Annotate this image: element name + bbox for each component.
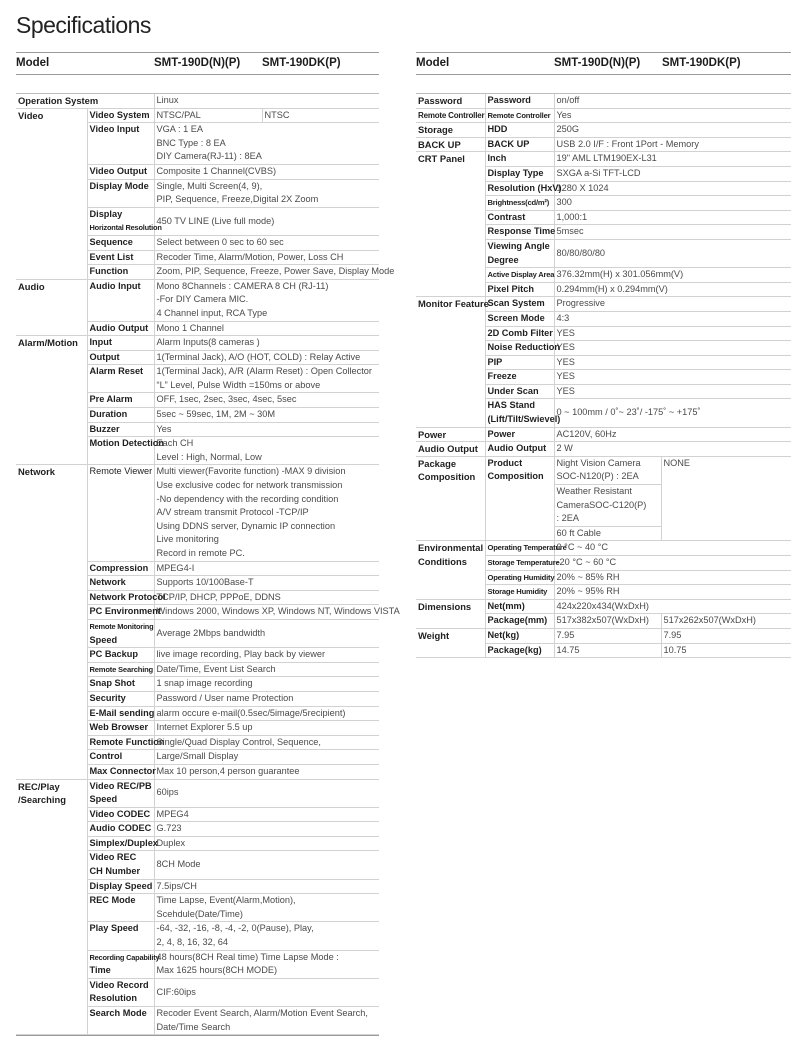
value-cell: 80/80/80/80 <box>554 239 791 267</box>
item-label: HAS Stand (Lift/Tilt/Swievel) <box>485 399 554 427</box>
item-label: Web Browser <box>87 721 154 736</box>
value-cell: 60 ft Cable <box>554 526 661 541</box>
item-label: Brightness(cd/m²) <box>485 196 554 211</box>
table-row <box>416 94 791 108</box>
value-cell: Linux <box>154 94 379 108</box>
category-cell: Video <box>16 108 87 279</box>
value-cell-model-2: 10.75 <box>661 643 791 658</box>
value-cell: 1280 X 1024 <box>554 181 791 196</box>
table-header <box>416 52 791 75</box>
value-cell: NTSC/PAL <box>154 108 262 123</box>
item-label: Play Speed <box>87 922 154 950</box>
table-row <box>416 456 791 484</box>
item-label: Recording Capability Time <box>87 950 154 978</box>
value-cell: Date/Time, Event List Search <box>154 662 379 677</box>
table-row <box>16 465 379 561</box>
value-cell: Supports 10/100Base-T <box>154 576 379 591</box>
item-label: Remote Function <box>87 735 154 750</box>
item-label: PIP <box>485 355 554 370</box>
item-label: Security <box>87 691 154 706</box>
value-cell: 7.5ips/CH <box>154 879 379 894</box>
item-label: Buzzer <box>87 422 154 437</box>
value-cell: 5msec <box>554 225 791 240</box>
value-cell: 8CH Mode <box>154 851 379 879</box>
value-cell: TCP/IP, DHCP, PPPoE, DDNS <box>154 590 379 605</box>
table-row <box>416 123 791 138</box>
value-cell: Select between 0 sec to 60 sec <box>154 235 379 250</box>
item-label: Network Protocol <box>87 590 154 605</box>
value-cell: Single/Quad Display Control, Sequence, <box>154 735 379 750</box>
value-cell: 4:3 <box>554 311 791 326</box>
value-cell: Recoder Event Search, Alarm/Motion Event Search, Date/Time Search <box>154 1007 379 1035</box>
item-label: 2D Comb Filter <box>485 326 554 341</box>
value-cell: USB 2.0 I/F : Front 1Port - Memory <box>554 137 791 152</box>
item-label: Power <box>485 427 554 442</box>
value-cell: Average 2Mbps bandwidth <box>154 619 379 647</box>
value-cell: 20% ~ 85% RH <box>554 570 791 585</box>
table-row <box>16 779 379 807</box>
category-cell: CRT Panel <box>416 152 485 297</box>
item-label: Operating Humidity <box>485 570 554 585</box>
value-cell: YES <box>554 341 791 356</box>
item-label: Net(mm) <box>485 599 554 614</box>
value-cell: YES <box>554 370 791 385</box>
value-cell: MPEG4-I <box>154 561 379 576</box>
item-label: Remote Controller <box>485 108 554 123</box>
item-label: Simplex/Duplex <box>87 836 154 851</box>
item-label: E-Mail sending <box>87 706 154 721</box>
item-label: Snap Shot <box>87 677 154 692</box>
item-label: PC Backup <box>87 648 154 663</box>
spec-table-right <box>416 94 791 658</box>
category-cell: Alarm/Motion <box>16 336 87 465</box>
table-header <box>16 52 379 75</box>
item-label: Resolution (HxV) <box>485 181 554 196</box>
value-cell: Internet Explorer 5.5 up <box>154 721 379 736</box>
value-cell: AC120V, 60Hz <box>554 427 791 442</box>
table-row <box>416 297 791 312</box>
table-row <box>16 94 379 108</box>
value-cell: 19" AML LTM190EX-L31 <box>554 152 791 167</box>
model-2-header: SMT-190DK(P) <box>262 57 341 69</box>
value-cell: Time Lapse, Event(Alarm,Motion), Scehdule(Date/Time) <box>154 894 379 922</box>
item-label: Viewing Angle Degree <box>485 239 554 267</box>
item-label: Audio CODEC <box>87 822 154 837</box>
value-cell: 48 hours(8CH Real time) Time Lapse Mode : Max 1625 hours(8CH MODE) <box>154 950 379 978</box>
value-cell: 0 ~ 100mm / 0˚~ 23˚/ -175˚ ~ +175˚ <box>554 399 791 427</box>
value-cell: 300 <box>554 196 791 211</box>
category-cell: Environmental Conditions <box>416 541 485 599</box>
value-cell: CIF:60ips <box>154 978 379 1006</box>
table-row <box>416 628 791 643</box>
item-label: Remote Monitoring Speed <box>87 619 154 647</box>
category-cell: BACK UP <box>416 137 485 152</box>
category-cell: Password <box>416 94 485 108</box>
item-label: Noise Reduction <box>485 341 554 356</box>
item-label: Event List <box>87 250 154 265</box>
item-label: Video CODEC <box>87 807 154 822</box>
value-cell: SXGA a-Si TFT-LCD <box>554 166 791 181</box>
item-label: Input <box>87 336 154 351</box>
table-row <box>416 152 791 167</box>
value-cell-model-2: 7.95 <box>661 628 791 643</box>
value-cell: 1(Terminal Jack), A/O (HOT, COLD) : Relay Active <box>154 350 379 365</box>
value-cell: Zoom, PIP, Sequence, Freeze, Power Save, Display Mode <box>154 265 379 280</box>
category-cell: Audio Output <box>416 442 485 457</box>
item-label: Audio Input <box>87 279 154 321</box>
table-row <box>16 336 379 351</box>
page-title: Specifications <box>16 12 151 38</box>
item-label: Display Mode <box>87 179 154 207</box>
item-label: PC Environment <box>87 605 154 620</box>
item-label: Product Composition <box>485 456 554 541</box>
item-label: Inch <box>485 152 554 167</box>
item-label: Operating Temperature <box>485 541 554 556</box>
item-label: Sequence <box>87 235 154 250</box>
value-cell: 5sec ~ 59sec, 1M, 2M ~ 30M <box>154 408 379 423</box>
item-label: Video Output <box>87 164 154 179</box>
item-label: HDD <box>485 123 554 138</box>
value-cell: G.723 <box>154 822 379 837</box>
item-label: Response Time <box>485 225 554 240</box>
value-cell: live image recording, Play back by viewer <box>154 648 379 663</box>
item-label: Video Record Resolution <box>87 978 154 1006</box>
model-header: Model <box>416 57 450 69</box>
item-label: Video Input <box>87 123 154 165</box>
item-label: Video REC/PB Speed <box>87 779 154 807</box>
item-label: Display Type <box>485 166 554 181</box>
item-label: Scan System <box>485 297 554 312</box>
value-cell: Large/Small Display <box>154 750 379 765</box>
value-cell: Windows 2000, Windows XP, Windows NT, Windows VISTA <box>154 605 379 620</box>
category-cell: REC/Play /Searching <box>16 779 87 1035</box>
value-cell: Night Vision Camera SOC-N120(P) : 2EA <box>554 456 661 484</box>
category-cell: Remote Controller <box>416 108 485 123</box>
value-cell: 7.95 <box>554 628 661 643</box>
value-cell: 1(Terminal Jack), A/R (Alarm Reset) : Open Collector “L” Level, Pulse Width =150ms or above <box>154 365 379 393</box>
item-label: Password <box>485 94 554 108</box>
value-cell: 517x382x507(WxDxH) <box>554 614 661 629</box>
value-cell: OFF, 1sec, 2sec, 3sec, 4sec, 5sec <box>154 393 379 408</box>
category-cell: Weight <box>416 628 485 657</box>
item-label: Control <box>87 750 154 765</box>
value-cell: YES <box>554 355 791 370</box>
value-cell: Multi viewer(Favorite function) -MAX 9 division Use exclusive codec for network transmission -No dependency with the recording condition A/V stream transmit Protocol -TCP/IP Using DDNS server, Dynamic IP connection Live monitoring Record in remote PC. <box>154 465 379 561</box>
value-cell: Recoder Time, Alarm/Motion, Power, Loss CH <box>154 250 379 265</box>
item-label: Audio Output <box>87 321 154 336</box>
value-cell: 376.32mm(H) x 301.056mm(V) <box>554 268 791 283</box>
item-label: Under Scan <box>485 384 554 399</box>
item-label: Package(kg) <box>485 643 554 658</box>
item-label: Freeze <box>485 370 554 385</box>
item-label: Package(mm) <box>485 614 554 629</box>
value-cell: Duplex <box>154 836 379 851</box>
item-label: REC Mode <box>87 894 154 922</box>
item-label: Contrast <box>485 210 554 225</box>
value-cell: Mono 1 Channel <box>154 321 379 336</box>
value-cell: 424x220x434(WxDxH) <box>554 599 791 614</box>
model-1-header: SMT-190D(N)(P) <box>554 57 641 69</box>
table-row <box>416 541 791 556</box>
value-cell: Composite 1 Channel(CVBS) <box>154 164 379 179</box>
value-cell: Each CH Level : High, Normal, Low <box>154 437 379 465</box>
value-cell: 250G <box>554 123 791 138</box>
table-row <box>416 137 791 152</box>
category-cell: Package Composition <box>416 456 485 541</box>
item-label: Pixel Pitch <box>485 282 554 297</box>
value-cell: 1 snap image recording <box>154 677 379 692</box>
item-label: Alarm Reset <box>87 365 154 393</box>
item-label: Storage Temperature <box>485 556 554 571</box>
item-label: Output <box>87 350 154 365</box>
category-cell: Operation System <box>16 94 154 108</box>
value-cell: -64, -32, -16, -8, -4, -2, 0(Pause), Play, 2, 4, 8, 16, 32, 64 <box>154 922 379 950</box>
value-cell: 1,000:1 <box>554 210 791 225</box>
value-cell: Progressive <box>554 297 791 312</box>
item-label: BACK UP <box>485 137 554 152</box>
value-cell: MPEG4 <box>154 807 379 822</box>
value-cell: 60ips <box>154 779 379 807</box>
value-cell: Weather Resistant CameraSOC-C120(P) : 2EA <box>554 485 661 527</box>
value-cell: Max 10 person,4 person guarantee <box>154 764 379 779</box>
value-cell-model-2: NTSC <box>262 108 379 123</box>
table-row <box>416 427 791 442</box>
item-label: Display Horizontal Resolution <box>87 207 154 235</box>
table-row <box>416 442 791 457</box>
right-spec-column <box>416 52 791 658</box>
table-row <box>416 599 791 614</box>
model-header: Model <box>16 57 50 69</box>
value-cell: 450 TV LINE (Live full mode) <box>154 207 379 235</box>
category-cell: Monitor Feature <box>416 297 485 427</box>
value-cell: Yes <box>154 422 379 437</box>
value-cell: -20 °C ~ 60 °C <box>554 556 791 571</box>
category-cell: Dimensions <box>416 599 485 628</box>
item-label: Video System <box>87 108 154 123</box>
value-cell: alarm occure e-mail(0.5sec/5image/5recipient) <box>154 706 379 721</box>
table-row <box>416 108 791 123</box>
value-cell-model-2: 517x262x507(WxDxH) <box>661 614 791 629</box>
item-label: Screen Mode <box>485 311 554 326</box>
value-cell: Alarm Inputs(8 cameras ) <box>154 336 379 351</box>
category-cell: Network <box>16 465 87 779</box>
value-cell-model-2: NONE <box>661 456 791 541</box>
model-2-header: SMT-190DK(P) <box>662 57 741 69</box>
value-cell: 14.75 <box>554 643 661 658</box>
value-cell: Single, Multi Screen(4, 9), PIP, Sequence, Freeze,Digital 2X Zoom <box>154 179 379 207</box>
category-cell: Storage <box>416 123 485 138</box>
item-label: Function <box>87 265 154 280</box>
value-cell: 0 °C ~ 40 °C <box>554 541 791 556</box>
item-label: Display Speed <box>87 879 154 894</box>
value-cell: Mono 8Channels : CAMERA 8 CH (RJ-11) -For DIY Camera MIC. 4 Channel input, RCA Type <box>154 279 379 321</box>
value-cell: on/off <box>554 94 791 108</box>
item-label: Audio Output <box>485 442 554 457</box>
item-label: Pre Alarm <box>87 393 154 408</box>
table-row <box>16 108 379 123</box>
item-label: Motion Detection <box>87 437 154 465</box>
value-cell: 2 W <box>554 442 791 457</box>
value-cell: YES <box>554 384 791 399</box>
item-label: Remote Viewer <box>87 465 154 561</box>
value-cell: 20% ~ 95% RH <box>554 585 791 600</box>
item-label: Compression <box>87 561 154 576</box>
item-label: Video REC CH Number <box>87 851 154 879</box>
left-spec-column <box>16 52 400 1036</box>
value-cell: YES <box>554 326 791 341</box>
value-cell: 0.294mm(H) x 0.294mm(V) <box>554 282 791 297</box>
item-label: Active Display Area <box>485 268 554 283</box>
spec-table-left <box>16 94 400 1035</box>
value-cell: Password / User name Protection <box>154 691 379 706</box>
model-1-header: SMT-190D(N)(P) <box>154 57 241 69</box>
item-label: Net(kg) <box>485 628 554 643</box>
item-label: Duration <box>87 408 154 423</box>
category-cell: Power <box>416 427 485 442</box>
category-cell: Audio <box>16 279 87 335</box>
item-label: Storage Humidity <box>485 585 554 600</box>
item-label: Network <box>87 576 154 591</box>
item-label: Max Connector <box>87 764 154 779</box>
item-label: Remote Searching <box>87 662 154 677</box>
value-cell: Yes <box>554 108 791 123</box>
value-cell: VGA : 1 EA BNC Type : 8 EA DIY Camera(RJ-11) : 8EA <box>154 123 379 165</box>
table-row <box>16 279 379 321</box>
item-label: Search Mode <box>87 1007 154 1035</box>
